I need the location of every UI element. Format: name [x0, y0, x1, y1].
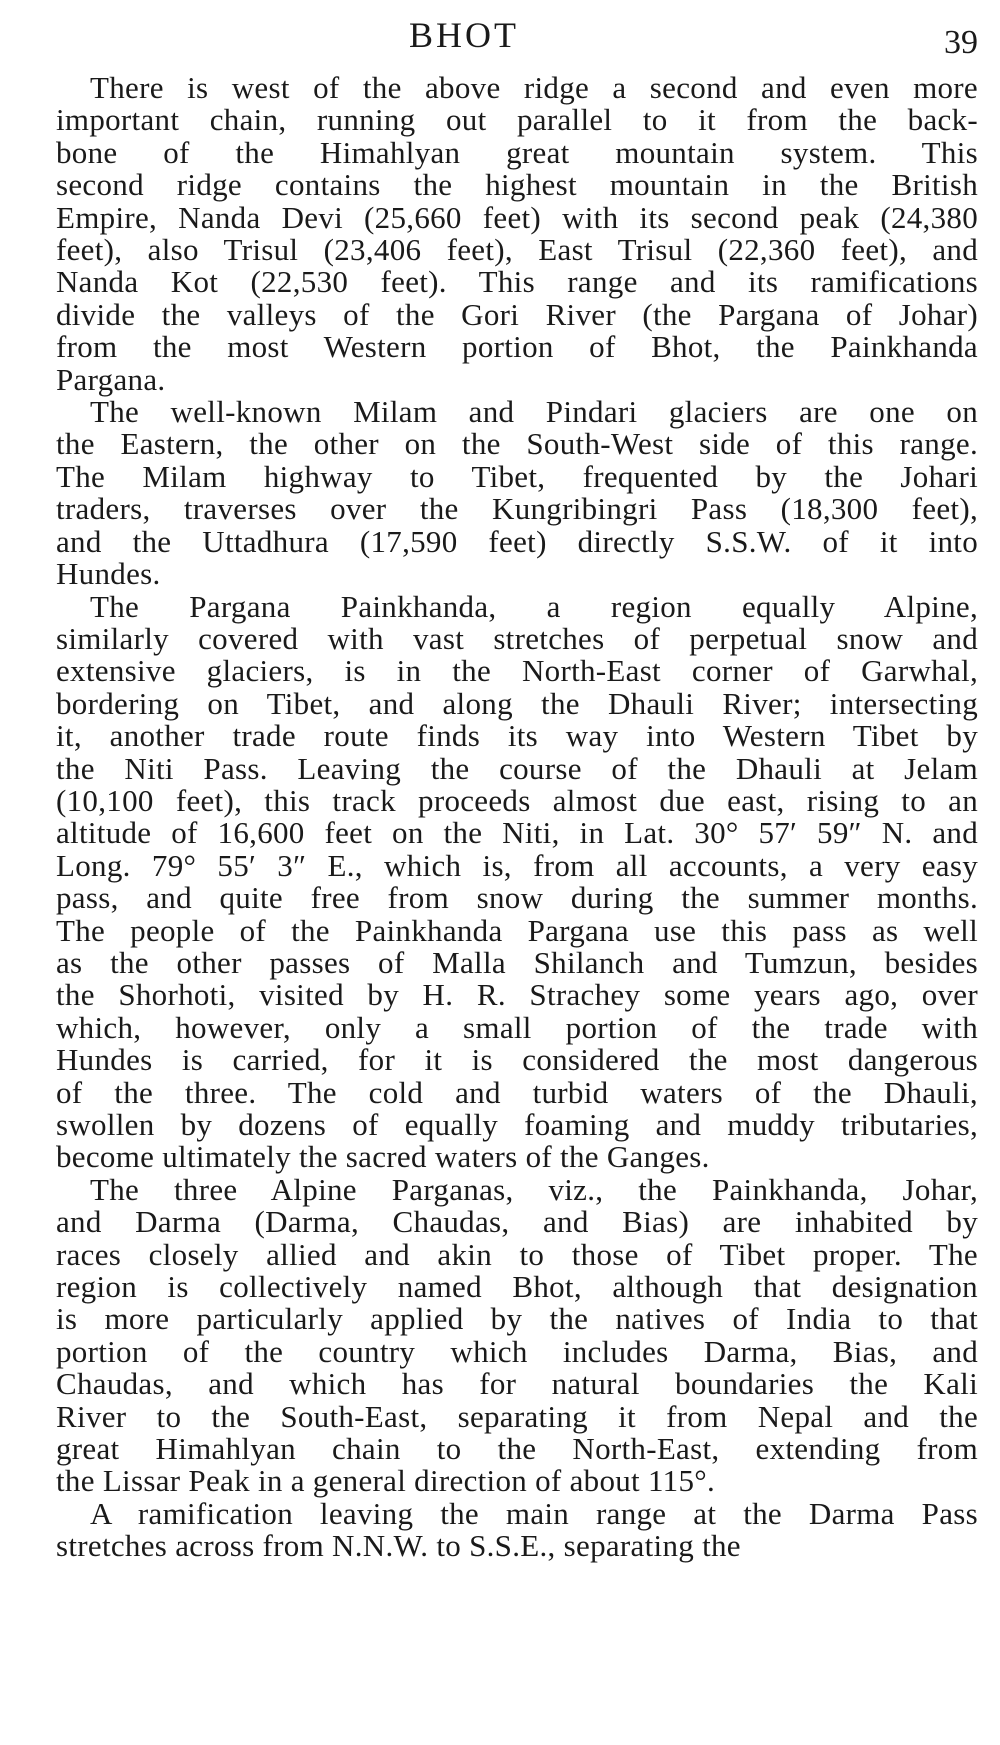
- page-number: 39: [944, 24, 978, 61]
- text-line: the Eastern, the other on the South-West side of this range.: [56, 426, 978, 462]
- text-line: bordering on Tibet, and along the Dhauli River; intersecting: [56, 685, 978, 721]
- paragraph: [22, 1171, 978, 1499]
- text-line: The Milam highway to Tibet, frequented by the Johari: [56, 458, 978, 494]
- text-line: Empire, Nanda Devi (25,660 feet) with its second peak (24,380: [56, 199, 978, 235]
- text-line: second ridge contains the highest mountain in the British: [56, 167, 978, 203]
- text-line: portion of the country which includes Darma, Bias, and: [56, 1333, 978, 1369]
- text-line: become ultimately the sacred waters of the Ganges.: [56, 1139, 710, 1175]
- text-line: bone of the Himahlyan great mountain system. This: [56, 134, 978, 170]
- text-line: Hundes.: [56, 556, 161, 592]
- text-line: the Shorhoti, visited by H. R. Strachey some years ago, over: [56, 977, 978, 1013]
- text-line: stretches across from N.N.W. to S.S.E., separating the: [56, 1528, 741, 1564]
- text-line: of the three. The cold and turbid waters of the Dhauli,: [56, 1074, 978, 1110]
- text-line: and Darma (Darma, Chaudas, and Bias) are inhabited by: [56, 1204, 978, 1240]
- text-line: swollen by dozens of equally foaming and muddy tributaries,: [56, 1107, 978, 1142]
- text-line: region is collectively named Bhot, although that designation: [56, 1269, 978, 1305]
- text-line: River to the South-East, separating it from Nepal and the: [56, 1398, 978, 1434]
- text-line: The three Alpine Parganas, viz., the Painkhanda, Johar,: [90, 1171, 978, 1207]
- page-header: [0, 10, 1000, 60]
- text-line: A ramification leaving the main range at the Darma Pass: [90, 1495, 978, 1531]
- paragraph: [22, 588, 978, 1175]
- text-line: and the Uttadhura (17,590 feet) directly S.S.W. of it into: [56, 523, 978, 559]
- text-line: The people of the Painkhanda Pargana use this pass as well: [56, 912, 978, 948]
- text-line: There is west of the above ridge a second and even more: [90, 70, 978, 105]
- text-line: extensive glaciers, is in the North-East corner of Garwhal,: [56, 653, 978, 689]
- text-line: pass, and quite free from snow during the summer months.: [56, 880, 978, 916]
- text-line: is more particularly applied by the natives of India to that: [56, 1301, 978, 1337]
- text-line: Pargana.: [56, 361, 166, 397]
- text-line: Hundes is carried, for it is considered the most dangerous: [56, 1042, 978, 1078]
- text-line: The Pargana Painkhanda, a region equally Alpine,: [90, 588, 978, 624]
- paragraph: [22, 396, 978, 590]
- text-line: divide the valleys of the Gori River (the Pargana of Johar): [56, 296, 978, 332]
- paragraph: [22, 72, 978, 396]
- text-line: traders, traverses over the Kungribingri Pass (18,300 feet),: [56, 491, 978, 527]
- paragraph: [22, 1495, 978, 1564]
- text-line: The well-known Milam and Pindari glaciers are one on: [90, 394, 978, 430]
- text-line: (10,100 feet), this track proceeds almost due east, rising to an: [56, 782, 978, 818]
- text-line: which, however, only a small portion of the trade with: [56, 1009, 978, 1045]
- text-line: important chain, running out parallel to it from the back-: [56, 102, 978, 138]
- text-line: as the other passes of Malla Shilanch and Tumzun, besides: [56, 944, 978, 980]
- text-line: Nanda Kot (22,530 feet). This range and its ramifications: [56, 264, 978, 300]
- text-line: Long. 79° 55′ 3″ E., which is, from all accounts, a very easy: [56, 847, 978, 883]
- text-line: from the most Western portion of Bhot, the Painkhanda: [56, 329, 978, 365]
- text-line: Chaudas, and which has for natural boundaries the Kali: [56, 1366, 978, 1402]
- body-text: [22, 72, 978, 1563]
- text-line: similarly covered with vast stretches of perpetual snow and: [56, 620, 978, 656]
- text-line: altitude of 16,600 feet on the Niti, in Lat. 30° 57′ 59″ N. and: [56, 815, 978, 851]
- text-line: the Lissar Peak in a general direction of about 115°.: [56, 1463, 715, 1499]
- text-line: feet), also Trisul (23,406 feet), East Trisul (22,360 feet), and: [56, 232, 978, 268]
- text-line: it, another trade route finds its way into Western Tibet by: [56, 718, 978, 754]
- text-line: great Himahlyan chain to the North-East, extending from: [56, 1431, 978, 1467]
- text-line: races closely allied and akin to those of Tibet proper. The: [56, 1236, 978, 1272]
- text-line: the Niti Pass. Leaving the course of the Dhauli at Jelam: [56, 750, 978, 786]
- running-head: BHOT: [409, 15, 519, 55]
